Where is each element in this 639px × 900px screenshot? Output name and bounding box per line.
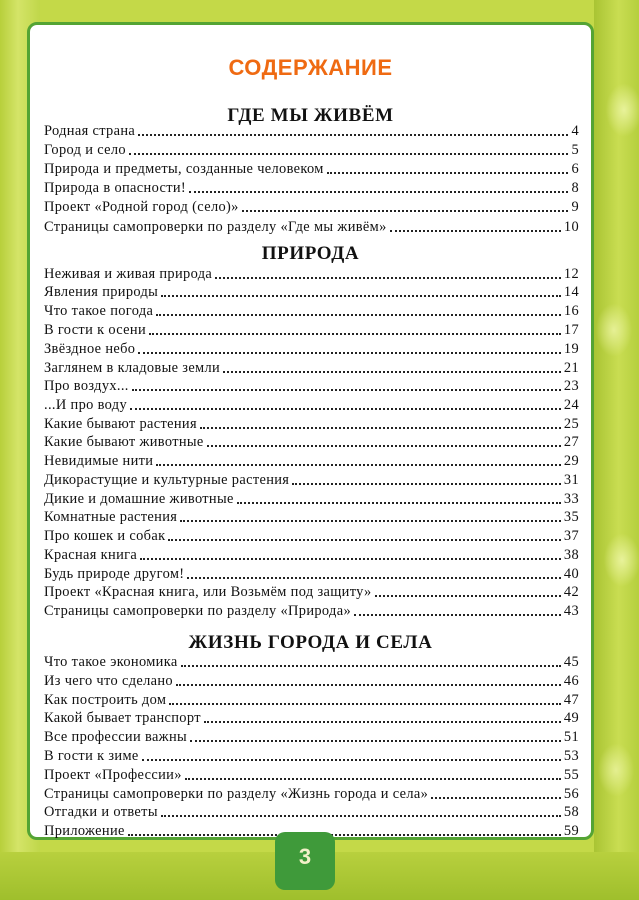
dot-leader [168, 539, 560, 541]
toc-entry-title: Отгадки и ответы [44, 804, 158, 820]
toc-entry-title: Страницы самопроверки по разделу «Где мы живём» [44, 218, 387, 235]
toc-entry-title: Что такое погода [44, 303, 154, 319]
toc-entry [44, 159, 579, 178]
contents-title: СОДЕРЖАНИЕ [228, 55, 393, 80]
toc-entry [44, 601, 579, 620]
page-number-tab [275, 832, 335, 890]
dot-leader [130, 408, 561, 410]
dot-leader [142, 759, 561, 761]
toc-entry [44, 414, 579, 433]
dot-leader [176, 684, 561, 686]
toc-entry-page: 46 [563, 673, 579, 689]
toc-entry-page: 6 [571, 160, 579, 177]
toc-entry [44, 746, 579, 765]
toc-entry-title: Дикие и домашние животные [44, 491, 234, 507]
toc-entry [44, 282, 579, 301]
toc-entry-title: Звёздное небо [44, 341, 136, 357]
toc-entry-page: 14 [563, 284, 579, 300]
dot-leader [185, 778, 561, 780]
toc-entry [44, 178, 579, 197]
toc-entry-title: Про воздух... [44, 378, 129, 394]
toc-entry [44, 339, 579, 358]
toc-entry [44, 765, 579, 784]
toc-entry-page: 37 [563, 528, 579, 544]
dot-leader [169, 703, 561, 705]
dot-leader [190, 740, 561, 742]
page-number: 3 [298, 844, 312, 869]
dot-leader [242, 210, 569, 212]
toc-entry-title: Комнатные растения [44, 509, 178, 525]
dot-leader [215, 277, 561, 279]
toc-entry-title: Красная книга [44, 547, 138, 563]
toc-entry-page: 49 [563, 710, 579, 726]
toc-entry [44, 671, 579, 690]
toc-entry-title: Проект «Красная книга, или Возьмём под защиту» [44, 584, 372, 600]
dot-leader [189, 191, 568, 193]
toc-entry-page: 35 [563, 509, 579, 525]
dot-leader [181, 665, 561, 667]
dot-leader [207, 445, 561, 447]
toc-entry-page: 17 [563, 322, 579, 338]
right-leaf-background [594, 0, 639, 900]
toc-entry [44, 451, 579, 470]
toc-entry-title: Невидимые нити [44, 453, 154, 469]
toc-entry-title: Дикорастущие и культурные растения [44, 472, 290, 488]
toc-entry-page: 24 [563, 397, 579, 413]
toc-entry-title: ...И про воду [44, 397, 128, 413]
toc-entry-page: 4 [571, 123, 579, 139]
toc-entry-page: 55 [563, 767, 579, 783]
toc-entry-title: Явления природы [44, 284, 159, 300]
toc-entry-title: Природа и предметы, созданные человеком [44, 160, 324, 177]
toc-entry-page: 38 [563, 547, 579, 563]
toc-entry-title: Город и село [44, 141, 126, 158]
toc-entry [44, 470, 579, 489]
toc-entry [44, 582, 579, 601]
toc-entry [44, 652, 579, 671]
toc-entry-title: Неживая и живая природа [44, 266, 213, 282]
dot-leader [156, 464, 561, 466]
toc-entry-page: 58 [563, 804, 579, 820]
toc-entry-title: Что такое экономика [44, 654, 178, 670]
toc-entry [44, 545, 579, 564]
toc-entry [44, 690, 579, 709]
dot-leader [161, 815, 561, 817]
dot-leader [223, 371, 561, 373]
toc-entry-title: В гости к осени [44, 322, 147, 338]
toc-entry-title: Проект «Родной город (село)» [44, 199, 239, 215]
toc-entry-page: 53 [563, 748, 579, 764]
dot-leader [132, 389, 561, 391]
toc-entry-page: 42 [563, 584, 579, 600]
toc-entry-page: 51 [563, 729, 579, 745]
toc-entry-page: 33 [563, 491, 579, 507]
toc-entry [44, 708, 579, 727]
toc-entry [44, 197, 579, 216]
dot-leader [354, 614, 561, 616]
dot-leader [129, 153, 568, 155]
section-title: ПРИРОДА [261, 243, 360, 264]
toc-entry-title: Какие бывают растения [44, 416, 197, 432]
dot-leader [138, 352, 561, 354]
section-title: ЖИЗНЬ ГОРОДА И СЕЛА [188, 632, 433, 653]
dot-leader [138, 134, 568, 136]
toc-entry-title: Все профессии важны [44, 729, 188, 745]
toc-entry-title: Родная страна [44, 123, 136, 139]
toc-entry-title: Заглянем в кладовые земли [44, 360, 221, 376]
toc-entry [44, 376, 579, 395]
toc-entry-page: 45 [563, 654, 579, 670]
toc-entry-title: Какой бывает транспорт [44, 710, 201, 726]
toc-entry-page: 10 [563, 218, 579, 235]
toc-entry-page: 12 [563, 266, 579, 282]
dot-leader [431, 797, 561, 799]
toc-entry-page: 27 [563, 434, 579, 450]
section-title: ГДЕ МЫ ЖИВЁМ [227, 105, 394, 126]
toc-entry [44, 395, 579, 414]
toc-entry-title: В гости к зиме [44, 748, 139, 764]
toc-entry [44, 784, 579, 803]
dot-leader [128, 834, 561, 836]
toc-entry-title: Природа в опасности! [44, 180, 187, 196]
dot-leader [161, 295, 561, 297]
toc-entry-title: Про кошек и собак [44, 528, 166, 544]
toc-entry [44, 489, 579, 508]
dot-leader [375, 595, 561, 597]
toc-entry [44, 121, 579, 140]
toc-entry-title: Страницы самопроверки по разделу «Природа» [44, 603, 352, 619]
dot-leader [204, 721, 561, 723]
toc-entry-page: 56 [563, 786, 579, 802]
toc-entry-page: 59 [563, 823, 579, 839]
dot-leader [200, 427, 561, 429]
dot-leader [327, 172, 569, 174]
dot-leader [292, 483, 561, 485]
contents-panel [27, 22, 594, 840]
toc-entry [44, 264, 579, 283]
toc-entry-page: 9 [571, 199, 579, 215]
toc-entry-page: 8 [571, 180, 579, 196]
toc-entry-title: Из чего что сделано [44, 673, 173, 689]
toc-entry [44, 301, 579, 320]
toc-entry-page: 29 [563, 453, 579, 469]
toc-entry [44, 432, 579, 451]
toc-entry-page: 19 [563, 341, 579, 357]
toc-entry-title: Приложение [44, 823, 125, 839]
toc-entry-page: 40 [563, 566, 579, 582]
toc-entry [44, 140, 579, 159]
toc-entry [44, 320, 579, 339]
toc-entry-title: Страницы самопроверки по разделу «Жизнь города и села» [44, 786, 429, 802]
dot-leader [149, 333, 561, 335]
toc-entry-title: Будь природе другом! [44, 566, 185, 582]
toc-entry-title: Как построить дом [44, 692, 167, 708]
toc-entry-page: 23 [563, 378, 579, 394]
toc-entry [44, 358, 579, 377]
dot-leader [237, 502, 561, 504]
dot-leader [180, 520, 561, 522]
toc-entry-page: 31 [563, 472, 579, 488]
dot-leader [156, 314, 561, 316]
toc-entry [44, 564, 579, 583]
toc-entry [44, 526, 579, 545]
dot-leader [187, 577, 560, 579]
toc-entry-page: 47 [563, 692, 579, 708]
dot-leader [390, 230, 561, 232]
toc-entry [44, 217, 579, 236]
toc-entry [44, 507, 579, 526]
toc-entry-page: 16 [563, 303, 579, 319]
toc-entry [44, 802, 579, 821]
toc-entry [44, 727, 579, 746]
toc-entry-title: Проект «Профессии» [44, 767, 182, 783]
toc-entry-page: 5 [571, 141, 579, 158]
toc-entry-page: 21 [563, 360, 579, 376]
toc-entry-title: Какие бывают животные [44, 434, 204, 450]
toc-entry-page: 25 [563, 416, 579, 432]
dot-leader [140, 558, 561, 560]
toc-entry-page: 43 [563, 603, 579, 619]
